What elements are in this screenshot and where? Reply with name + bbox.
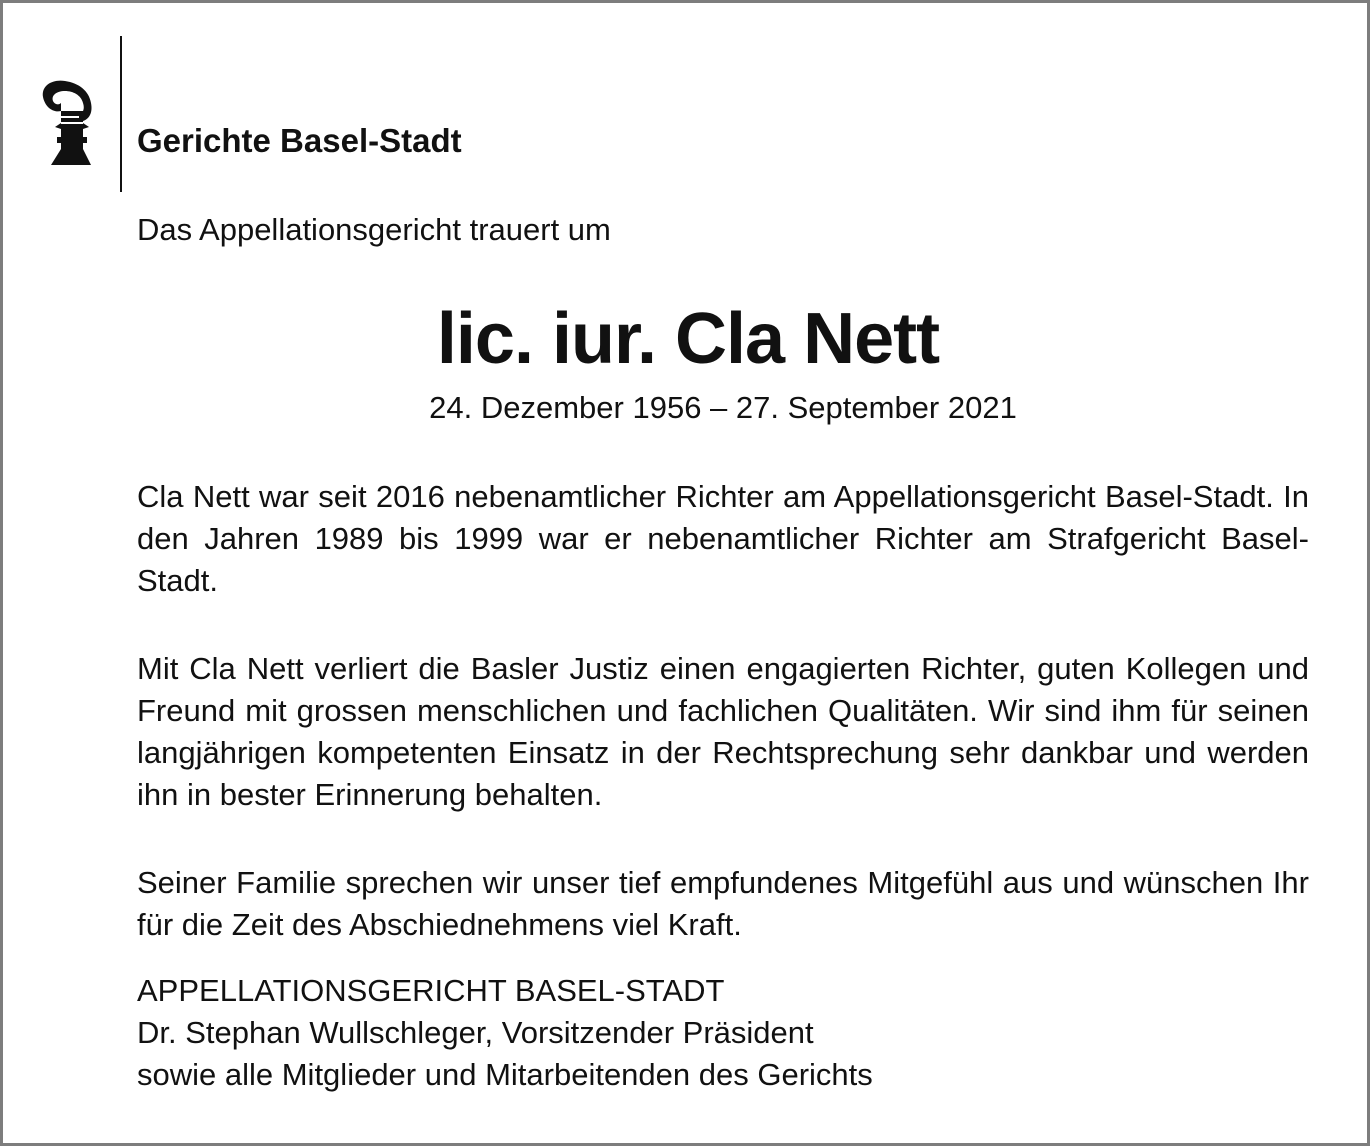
paragraph-career: Cla Nett war seit 2016 nebenamtlicher Richter am Appellationsgericht Basel-Stadt. In den Jahren 1989 bis 1999 war er nebenamtlicher Richter am Strafgericht Basel-Stadt. xyxy=(137,479,1309,598)
signature-block xyxy=(137,970,873,1096)
paragraph-tribute: Mit Cla Nett verliert die Basler Justiz einen engagierten Richter, guten Kollegen und Freund mit grossen menschlichen und fachlichen Qualitäten. Wir sind ihm für seinen langjährigen kompetenten Einsatz in der Rechtsprechung sehr dankbar und werden ihn in bester Erinnerung behalten. xyxy=(137,651,1309,812)
signature-court: APPELLATIONSGERICHT BASEL-STADT xyxy=(137,973,725,1008)
deceased-name: lic. iur. Cla Nett xyxy=(436,299,940,379)
organization-name: Gerichte Basel-Stadt xyxy=(137,122,462,159)
baselstab-crest-icon xyxy=(37,75,101,171)
signature-president: Dr. Stephan Wullschleger, Vorsitzender Präsident xyxy=(137,1015,814,1050)
paragraph-condolence: Seiner Familie sprechen wir unser tief empfundenes Mitgefühl aus und wünschen Ihr für die Zeit des Abschiednehmens viel Kraft. xyxy=(137,865,1309,942)
header-divider xyxy=(120,36,122,192)
signature-staff: sowie alle Mitglieder und Mitarbeitenden des Gerichts xyxy=(137,1057,873,1092)
intro-text: Das Appellationsgericht trauert um xyxy=(137,212,611,247)
life-dates: 24. Dezember 1956 – 27. September 2021 xyxy=(429,390,1017,425)
